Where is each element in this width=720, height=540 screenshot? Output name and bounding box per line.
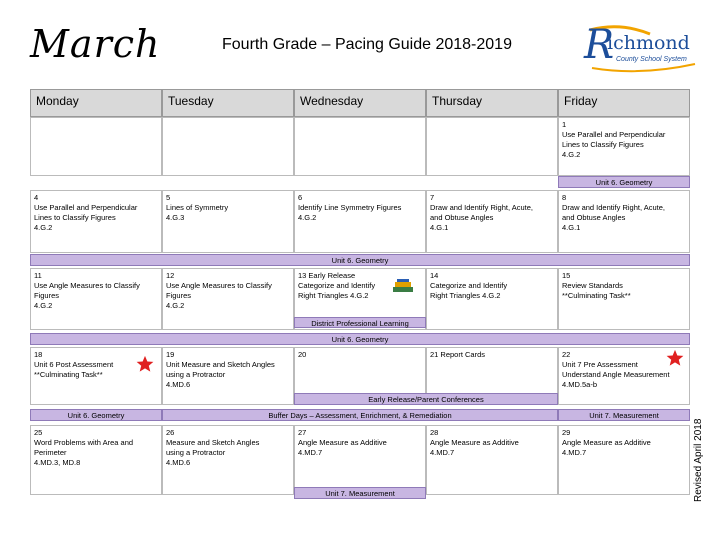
day-cell-12: 12 Use Angle Measures to Classify Figures 4.G.2 [162,268,294,330]
empty-cell [162,117,294,176]
day-cell-6: 6 Identify Line Symmetry Figures 4.G.2 [294,190,426,253]
revised-note: Revised April 2018 [693,418,704,502]
day-cell-22: 22 Unit 7 Pre Assessment Understand Angle Measurement 4.MD.5a-b [558,347,690,405]
day-cell-28: 28 Angle Measure as Additive 4.MD.7 [426,425,558,495]
day-cell-29: 29 Angle Measure as Additive 4.MD.7 [558,425,690,495]
day-cell-19: 19 Unit Measure and Sketch Angles using a Protractor 4.MD.6 [162,347,294,405]
header-wednesday: Wednesday [294,89,426,117]
day-cell-1: 1 Use Parallel and Perpendicular Lines to Classify Figures 4.G.2 [558,117,690,176]
day-cell-8: 8 Draw and Identify Right, Acute, and Obtuse Angles 4.G.1 [558,190,690,253]
day-cell-13: 13 Early Release Categorize and Identify Right Triangles 4.G.2 [294,268,426,330]
district-band: District Professional Learning [294,317,426,328]
day-cell-15: 15 Review Standards **Culminating Task** [558,268,690,330]
month-title: March [30,22,161,66]
day-cell-5: 5 Lines of Symmetry 4.G.3 [162,190,294,253]
day-cell-25: 25 Word Problems with Area and Perimeter 4.MD.3, MD.8 [30,425,162,495]
empty-cell [426,117,558,176]
day-cell-21: 21 Report Cards [426,347,558,405]
unit-band: Unit 6. Geometry [558,176,690,188]
unit-band: Unit 6. Geometry [30,254,690,266]
empty-cell [294,117,426,176]
calendar-grid [30,89,690,523]
day-cell-18: 18 Unit 6 Post Assessment **Culminating Task** [30,347,162,405]
logo-subtitle: County School System [616,56,687,63]
logo-letter: R [584,22,615,68]
day-cell-11: 11 Use Angle Measures to Classify Figures 4.G.2 [30,268,162,330]
unit-band: Unit 7. Measurement [558,409,690,421]
unit-band: Unit 7. Measurement [294,487,426,499]
day-cell-20: 20 [294,347,426,405]
header-monday: Monday [30,89,162,117]
day-cell-14: 14 Categorize and Identify Right Triangles 4.G.2 [426,268,558,330]
early-release-band: Early Release/Parent Conferences [294,393,558,405]
page-title: Fourth Grade – Pacing Guide 2018-2019 [222,36,512,53]
day-cell-4: 4 Use Parallel and Perpendicular Lines to Classify Figures 4.G.2 [30,190,162,253]
header-tuesday: Tuesday [162,89,294,117]
day-cell-27: 27 Angle Measure as Additive 4.MD.7 [294,425,426,495]
logo-name: ichmond [607,32,690,54]
books-icon [392,279,414,293]
star-icon [136,355,154,373]
star-icon [666,349,684,367]
unit-band: Unit 6. Geometry [30,333,690,345]
day-cell-7: 7 Draw and Identify Right, Acute, and Obtuse Angles 4.G.1 [426,190,558,253]
header-thursday: Thursday [426,89,558,117]
unit-band: Unit 6. Geometry [30,409,162,421]
empty-cell [30,117,162,176]
buffer-band: Buffer Days – Assessment, Enrichment, & Remediation [162,409,558,421]
day-cell-26: 26 Measure and Sketch Angles using a Protractor 4.MD.6 [162,425,294,495]
header-friday: Friday [558,89,690,117]
